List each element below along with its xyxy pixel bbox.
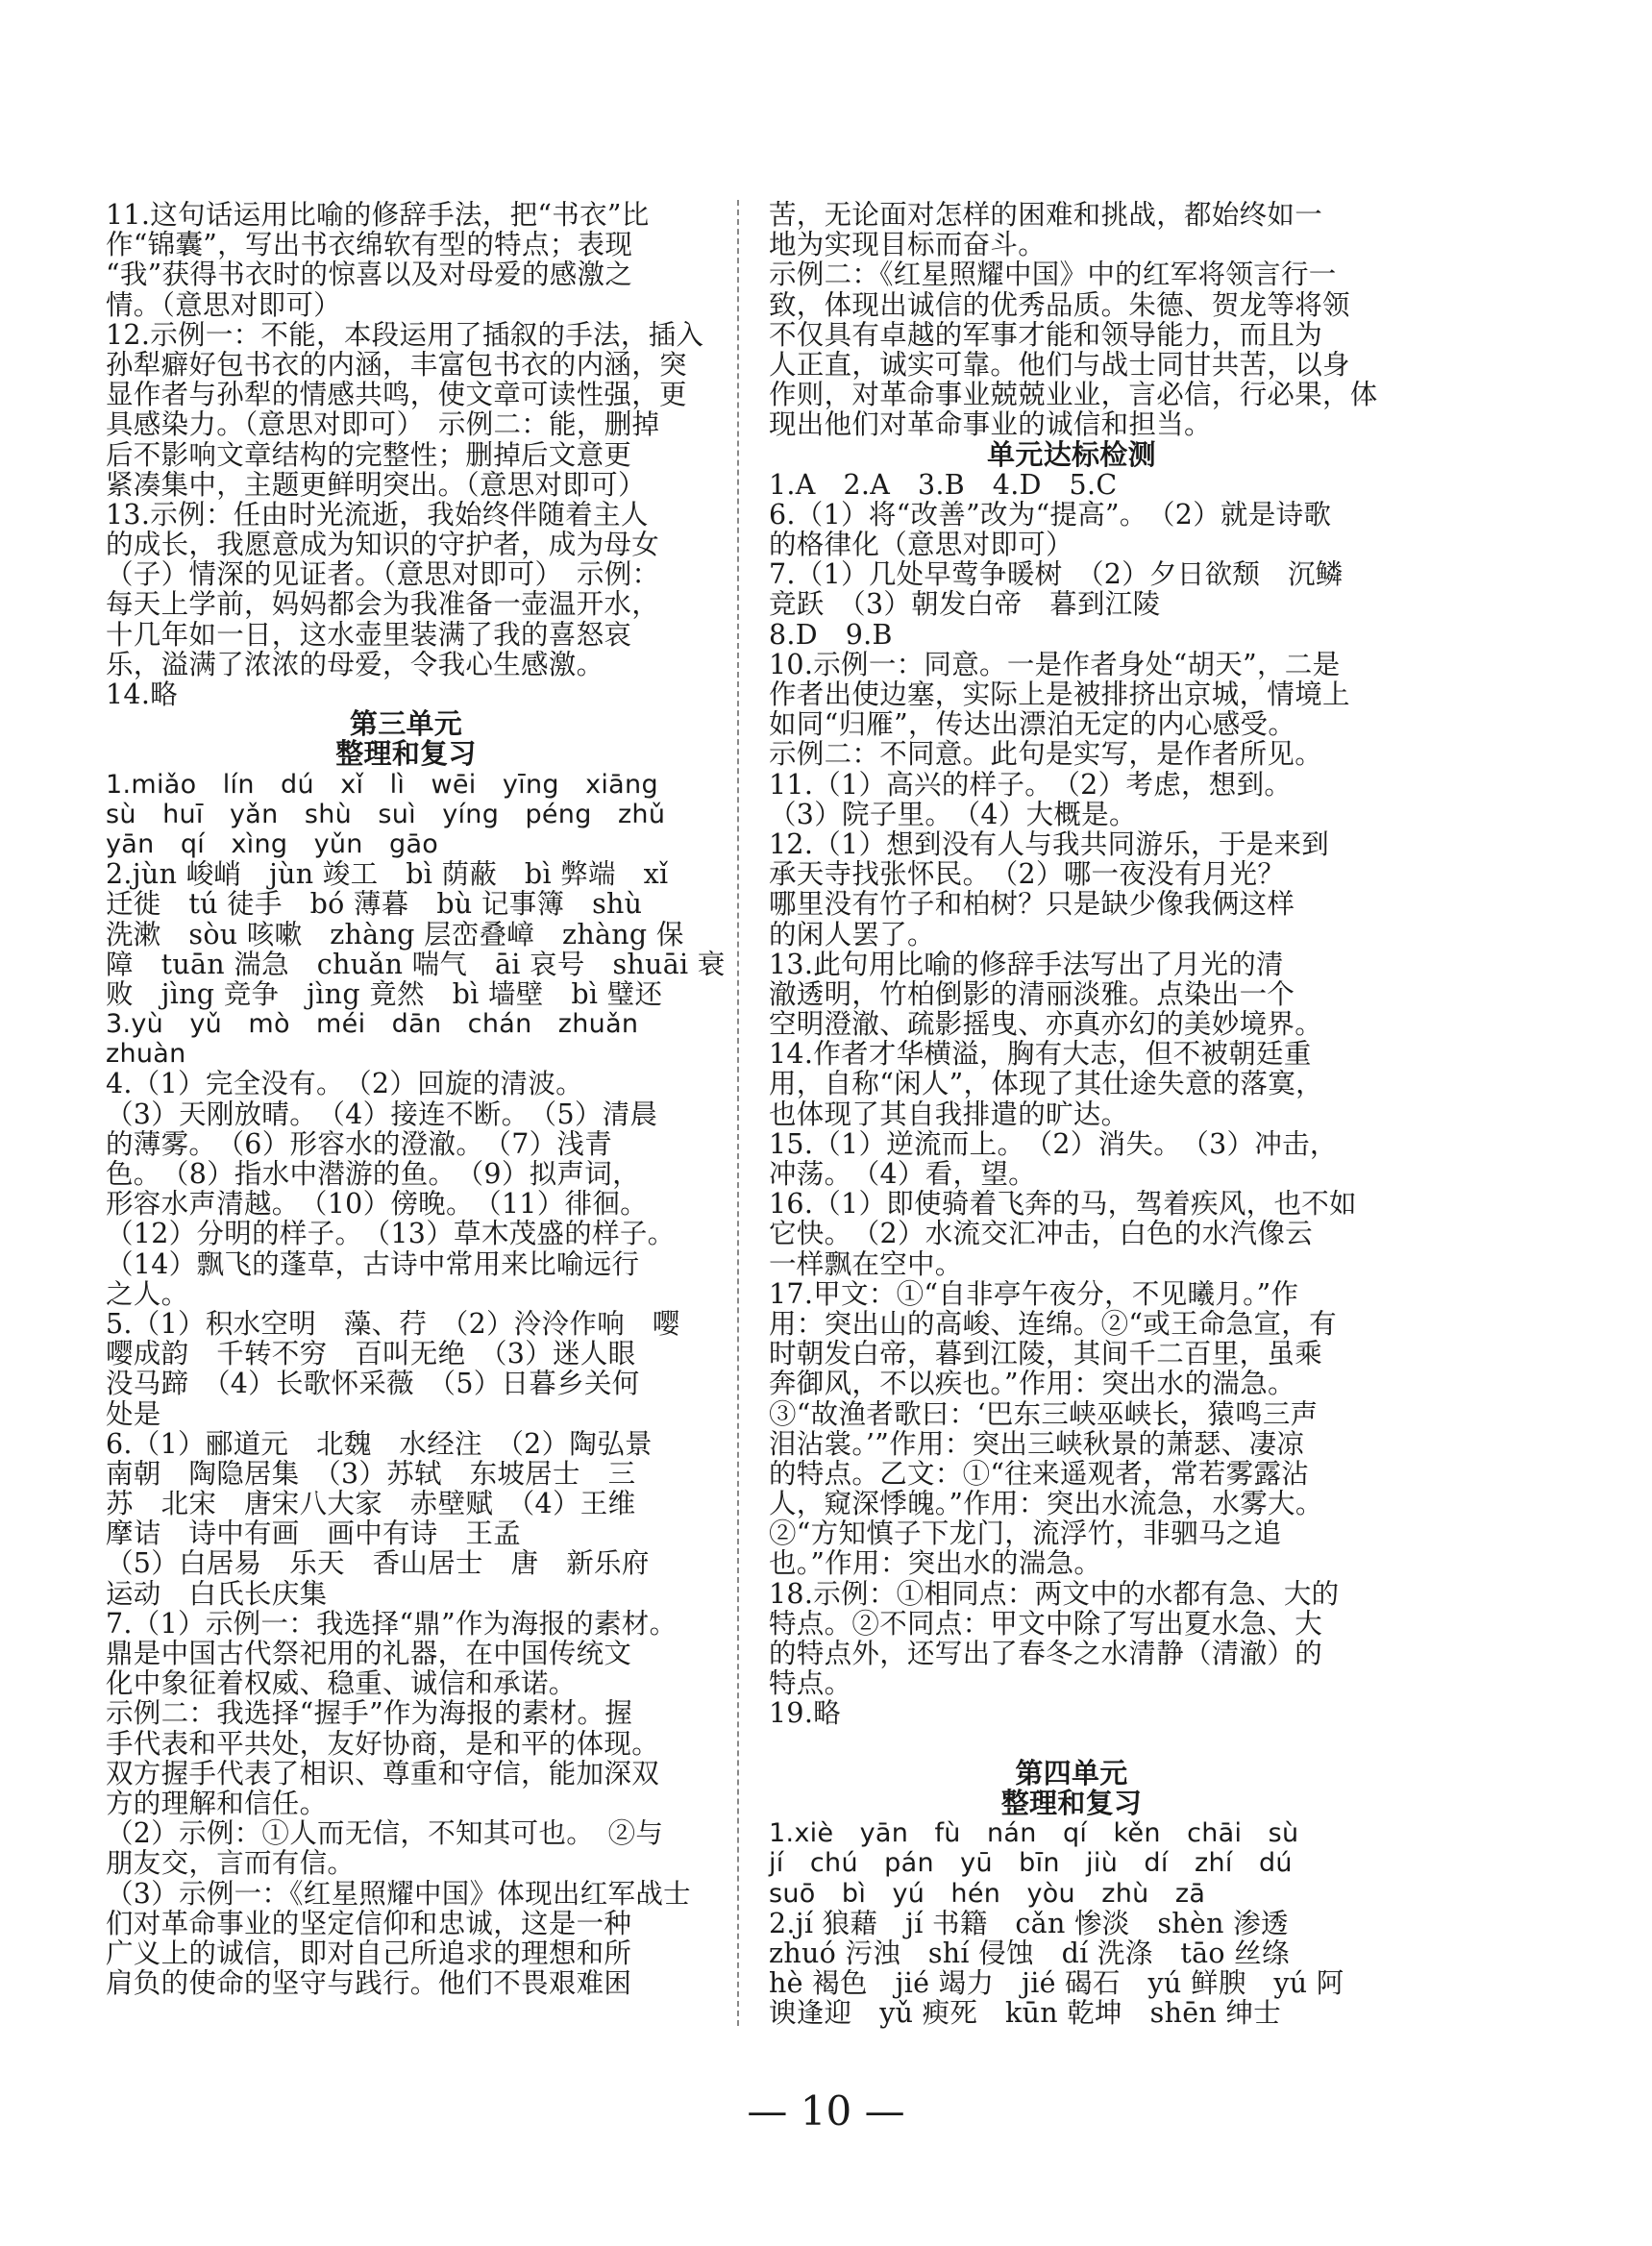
text-line: 一样飘在空中。 — [769, 1247, 963, 1280]
text-line: 嘤成韵 千转不穷 百叫无绝 （3）迷人眼 — [106, 1338, 636, 1370]
text-line: 冲荡。 （4）看，望。 — [769, 1158, 1036, 1190]
text-line: 谀逢迎 yǔ 瘐死 kūn 乾坤 shēn 绅士 — [769, 1997, 1282, 2030]
text-line: 承天寺找张怀民。 （2）哪一夜没有月光？ — [769, 858, 1286, 891]
text-line: 也体现了其自我排遣的旷达。 — [769, 1098, 1129, 1130]
text-line: 具感染力。（意思对即可） 示例二：能，删掉 — [106, 408, 660, 441]
text-line: 它快。 （2）水流交汇冲击，白色的水汽像云 — [769, 1218, 1313, 1250]
text-line: （14）飘飞的蓬草，古诗中常用来比喻远行 — [106, 1247, 640, 1280]
left-column — [106, 199, 726, 2000]
text-line: 广义上的诚信，即对自己所追求的理想和所 — [106, 1937, 632, 1969]
text-line: ③“故渔者歌曰：‘巴东三峡巫峡长，猿鸣三声 — [769, 1397, 1319, 1430]
right-column — [769, 199, 1378, 2030]
text-line: 用，自称“闲人”，体现了其仕途失意的落寞， — [769, 1068, 1323, 1100]
text-line: 10.示例一：同意。一是作者身处“胡天”，二是 — [769, 648, 1341, 680]
text-line: 澈透明，竹柏倒影的清丽淡雅。点染出一个 — [769, 977, 1295, 1010]
text-line: 作则，对革命事业兢兢业业，言必信，行必果，体 — [769, 379, 1378, 411]
text-line: 显作者与孙犁的情感共鸣，使文章可读性强，更 — [106, 379, 687, 411]
text-line: 的成长，我愿意成为知识的守护者，成为母女 — [106, 529, 660, 561]
text-line: 迁徙 tú 徒手 bó 薄暮 bù 记事簿 shù — [106, 888, 643, 921]
pinyin-line: 3.yù yǔ mò méi dān chán zhuǎn — [106, 1009, 639, 1040]
text-line: ②“方知慎子下龙门，流浮竹，非驷马之追 — [769, 1518, 1282, 1550]
pinyin-line: zhuàn — [106, 1039, 186, 1070]
text-line: 地为实现目标而奋斗。 — [769, 229, 1047, 261]
pinyin-line: yān qí xìng yǔn gāo — [106, 828, 439, 859]
text-line: 现出他们对革命事业的诚信和担当。 — [769, 408, 1212, 441]
text-line: 乐，溢满了浓浓的母爱，令我心生感激。 — [106, 648, 604, 680]
column-divider — [737, 200, 739, 2026]
text-line: 作“锦囊”，写出书衣绵软有型的特点；表现 — [106, 229, 633, 261]
blank-line — [769, 1729, 1374, 1759]
text-line: 空明澄澈、疏影摇曳、亦真亦幻的美妙境界。 — [769, 1008, 1323, 1041]
pinyin-line: jí chú pán yū bīn jiù dí zhí dú — [769, 1848, 1293, 1879]
text-line: 朋友交，言而有信。 — [106, 1847, 356, 1880]
text-line: 情。（意思对即可） — [106, 288, 341, 321]
text-line: 手代表和平共处，友好协商，是和平的体现。 — [106, 1727, 660, 1760]
text-line: 11.这句话运用比喻的修辞手法，把“书衣”比 — [106, 199, 650, 231]
text-line: 时朝发白帝，暮到江陵，其间千二百里，虽乘 — [769, 1338, 1323, 1370]
pinyin-line: 1.miǎo lín dú xǐ lì wēi yīng xiāng — [106, 769, 658, 800]
text-line: 用：突出山的高峻、连绵。②“或王命急宣，有 — [769, 1307, 1337, 1340]
section-heading: 单元达标检测 — [987, 437, 1156, 471]
text-line: 处是 — [106, 1397, 161, 1430]
pinyin-line: suō bì yú hén yòu zhù zā — [769, 1878, 1206, 1909]
text-line: 特点。 — [769, 1667, 852, 1700]
text-line: 4.（1）完全没有。 （2）回旋的清波。 — [106, 1068, 583, 1100]
text-line: 12.示例一：不能，本段运用了插叙的手法，插入 — [106, 318, 704, 351]
text-line: 18.示例：①相同点：两文中的水都有急、大的 — [769, 1577, 1340, 1610]
text-line: （3）示例一：《红星照耀中国》体现出红军战士 — [106, 1877, 691, 1910]
text-line: 双方握手代表了相识、尊重和守信，能加深双 — [106, 1757, 660, 1789]
text-line: 的特点。乙文：①“往来遥观者，常若雾露沾 — [769, 1457, 1310, 1490]
text-line: 2.jí 狼藉 jí 书籍 cǎn 惨淡 shèn 渗透 — [769, 1907, 1289, 1939]
text-line: 6.（1）将“改善”改为“提高”。 （2）就是诗歌 — [769, 498, 1332, 531]
text-line: 紧凑集中，主题更鲜明突出。（意思对即可） — [106, 468, 646, 501]
text-line: 竞跃 （3）朝发白帝 暮到江陵 — [769, 588, 1161, 621]
text-line: （12）分明的样子。 （13）草木茂盛的样子。 — [106, 1218, 676, 1250]
text-line: 色。 （8）指水中潜游的鱼。 （9）拟声词， — [106, 1158, 640, 1190]
section-heading: 整理和复习 — [335, 737, 477, 771]
text-line: 方的理解和信任。 — [106, 1787, 328, 1819]
text-line: 苦，无论面对怎样的困难和挑战，都始终如一 — [769, 199, 1323, 231]
text-line: 不仅具有卓越的军事才能和领导能力，而且为 — [769, 318, 1323, 351]
text-line: 的薄雾。 （6）形容水的澄澈。 （7）浅青 — [106, 1127, 613, 1160]
text-line: 们对革命事业的坚定信仰和忠诚，这是一种 — [106, 1907, 632, 1939]
pinyin-line: sù huī yǎn shù suì yíng péng zhǔ — [106, 799, 666, 829]
text-line: 没马蹄 （4）长歌怀采薇 （5）日暮乡关何 — [106, 1368, 640, 1400]
text-line: （3）天刚放晴。 （4）接连不断。 （5）清晨 — [106, 1098, 658, 1130]
text-line: （2）示例：①人而无信，不知其可也。 ②与 — [106, 1817, 664, 1850]
text-line: 5.（1）积水空明 藻、荇 （2）泠泠作响 嘤 — [106, 1307, 680, 1340]
text-line: 南朝 陶隐居集 （3）苏轼 东坡居士 三 — [106, 1457, 636, 1490]
text-line: 之人。 — [106, 1277, 189, 1310]
text-line: 13.示例：任由时光流逝，我始终伴随着主人 — [106, 498, 649, 531]
text-line: 败 jìng 竞争 jìng 竟然 bì 墙壁 bì 璧还 — [106, 977, 663, 1010]
text-line: 2.jùn 峻峭 jùn 竣工 bì 荫蔽 bì 弊端 xǐ — [106, 858, 669, 891]
text-line: 17.甲文：①“自非亭午夜分，不见曦月。”作 — [769, 1277, 1299, 1310]
text-line: 十几年如一日，这水壶里装满了我的喜怒哀 — [106, 618, 632, 651]
text-line: 示例二：不同意。此句是实写，是作者所见。 — [769, 738, 1323, 771]
text-line: 示例二：我选择“握手”作为海报的素材。握 — [106, 1697, 633, 1730]
text-line: 鼎是中国古代祭祀用的礼器，在中国传统文 — [106, 1638, 632, 1669]
text-line: 人，窥深悸魄。”作用：突出水流急，水雾大。 — [769, 1488, 1323, 1520]
text-line: “我”获得书衣时的惊喜以及对母爱的感激之 — [106, 259, 633, 291]
text-line: 泪沾裳。’”作用：突出三峡秋景的萧瑟、凄凉 — [769, 1427, 1305, 1460]
text-line: 1.A 2.A 3.B 4.D 5.C — [769, 468, 1118, 501]
text-line: 洗漱 sòu 咳嗽 zhàng 层峦叠嶂 zhàng 保 — [106, 918, 684, 950]
text-line: 苏 北宋 唐宋八大家 赤壁赋 （4）王维 — [106, 1488, 636, 1520]
text-line: 11.（1）高兴的样子。 （2）考虑，想到。 — [769, 768, 1293, 801]
section-heading: 第三单元 — [349, 707, 463, 741]
text-line: 形容水声清越。 （10）傍晚。 （11）徘徊。 — [106, 1188, 648, 1221]
text-line: （子）情深的见证者。（意思对即可） 示例： — [106, 558, 660, 591]
text-line: 如同“归雁”，传达出漂泊无定的内心感受。 — [769, 708, 1296, 741]
text-line: 障 tuān 湍急 chuǎn 喘气 āi 哀号 shuāi 衰 — [106, 948, 726, 980]
text-line: 奔御风，不以疾也。”作用：突出水的湍急。 — [769, 1368, 1295, 1400]
text-line: 的格律化（意思对即可） — [769, 529, 1073, 561]
text-line: 作者出使边塞，实际上是被排挤出京城，情境上 — [769, 679, 1350, 710]
text-line: 每天上学前，妈妈都会为我准备一壶温开水， — [106, 588, 660, 621]
text-line: 6.（1）郦道元 北魏 水经注 （2）陶弘景 — [106, 1427, 653, 1460]
text-line: 的闲人罢了。 — [769, 918, 935, 950]
section-heading: 第四单元 — [1015, 1756, 1128, 1789]
text-line: 7.（1）几处早莺争暖树 （2）夕日欲颓 沉鳞 — [769, 558, 1344, 591]
text-line: 也。”作用：突出水的湍急。 — [769, 1547, 1102, 1580]
text-line: 运动 白氏长庆集 — [106, 1577, 328, 1610]
text-line: 后不影响文章结构的完整性；删掉后文意更 — [106, 438, 632, 471]
text-line: 的特点外，还写出了春冬之水清静（清澈）的 — [769, 1638, 1323, 1669]
text-line: 14.作者才华横溢，胸有大志，但不被朝廷重 — [769, 1038, 1312, 1071]
text-line: 肩负的使命的坚守与践行。他们不畏艰难困 — [106, 1967, 632, 2000]
section-heading: 整理和复习 — [1000, 1786, 1143, 1819]
pinyin-line: 1.xiè yān fù nán qí kěn chāi sù — [769, 1818, 1299, 1849]
text-line: 哪里没有竹子和柏树？只是缺少像我俩这样 — [769, 888, 1295, 921]
text-line: 人正直，诚实可靠。他们与战士同甘共苦，以身 — [769, 348, 1350, 381]
text-line: 7.（1）示例一：我选择“鼎”作为海报的素材。 — [106, 1607, 678, 1640]
text-line: 示例二：《红星照耀中国》中的红军将领言行一 — [769, 259, 1337, 291]
text-line: 13.此句用比喻的修辞手法写出了月光的清 — [769, 948, 1284, 980]
text-line: 19.略 — [769, 1697, 842, 1730]
text-line: 12.（1）想到没有人与我共同游乐，于是来到 — [769, 827, 1330, 860]
text-line: hè 褐色 jié 竭力 jié 碣石 yú 鲜腴 yú 阿 — [769, 1967, 1344, 2000]
text-line: zhuó 污浊 shí 侵蚀 dí 洗涤 tāo 丝绦 — [769, 1937, 1290, 1969]
text-line: 特点。②不同点：甲文中除了写出夏水急、大 — [769, 1607, 1323, 1640]
text-line: 化中象征着权威、稳重、诚信和承诺。 — [106, 1667, 577, 1700]
text-line: 16.（1）即使骑着飞奔的马，驾着疾风，也不如 — [769, 1188, 1357, 1221]
text-line: （5）白居易 乐天 香山居士 唐 新乐府 — [106, 1547, 650, 1580]
text-line: 8.D 9.B — [769, 618, 893, 651]
text-line: 致，体现出诚信的优秀品质。朱德、贺龙等将领 — [769, 288, 1350, 321]
text-line: 摩诘 诗中有画 画中有诗 王孟 — [106, 1518, 522, 1550]
page-number: — 10 — — [747, 2087, 905, 2135]
text-line: 孙犁癖好包书衣的内涵，丰富包书衣的内涵，突 — [106, 348, 687, 381]
text-line: （3）院子里。 （4）大概是。 — [769, 798, 1137, 830]
text-line: 14.略 — [106, 679, 179, 710]
text-line: 15.（1）逆流而上。 （2）消失。 （3）冲击， — [769, 1127, 1338, 1160]
